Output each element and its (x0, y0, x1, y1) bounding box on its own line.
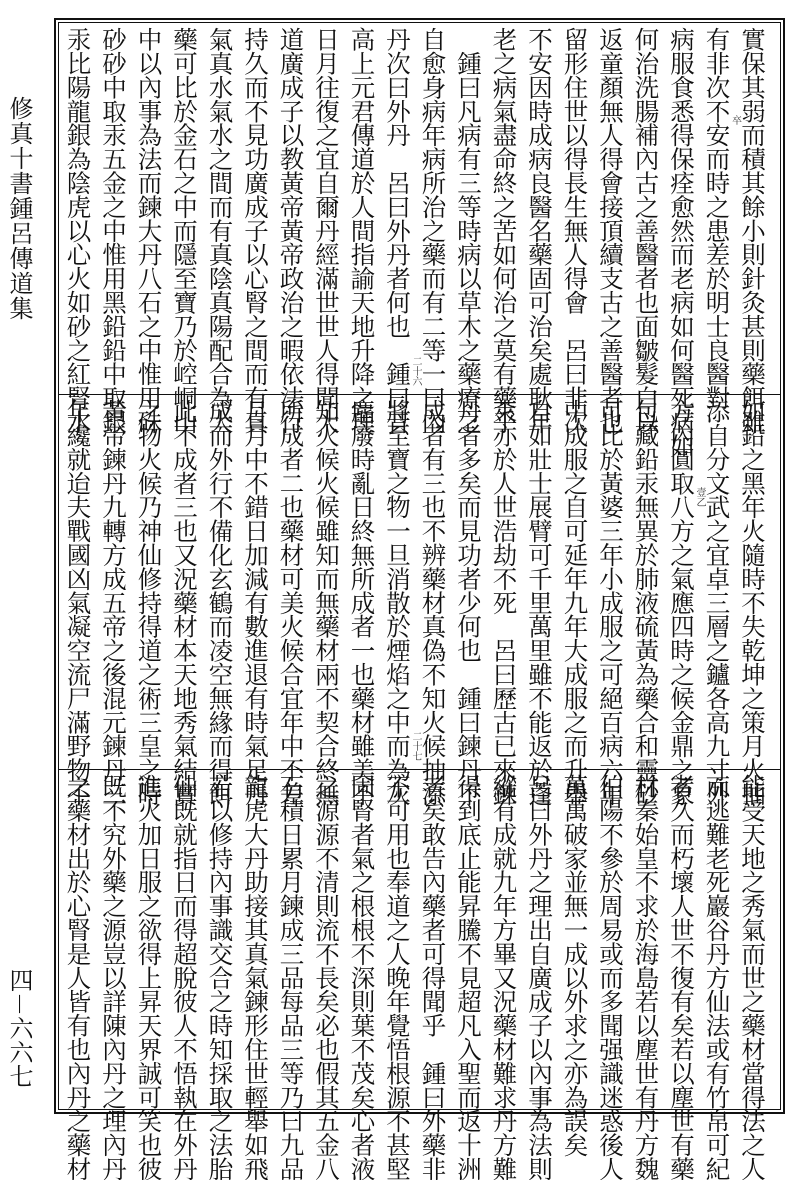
leaf-mark: 壹乙 (694, 487, 705, 507)
text-column: 成而外行不備化玄鶴而凌空無緣而得餌 (205, 399, 235, 806)
text-column: 若以修持內事識交合之時知採取之法胎 (205, 774, 235, 1180)
text-column: 汞比陽龍銀為陰虎以心火如砂之紅腎水 (63, 27, 93, 434)
text-column: 年纔就迨夫戰國凶氣凝空流尸滿野物不 (63, 399, 93, 806)
text-column: 塵廢時亂日終無所成者一也藥材雖美不 (347, 399, 377, 806)
text-column: 固腎者氣之根根不深則葉不茂矣心者液 (347, 774, 377, 1180)
text-column: 知火候火候雖知而無藥材兩不契合終無 (312, 399, 341, 806)
text-column: 材秦始皇不求於海島若以塵世有丹方魏 (631, 774, 661, 1180)
leaf-mark: 二十七 (410, 731, 421, 761)
text-column: 自如壯士展臂可千里萬里雖不能返於蓬 (525, 399, 554, 806)
text-column: 之源源不清則流不長矣必也假其五金八 (312, 774, 341, 1180)
text-panel-bottom (59, 770, 780, 1180)
text-column: 仙既就指日而得超脫彼人不悟執在外丹 (170, 774, 199, 1180)
text-column: 老之病氣盡命終之苦如何治之莫有藥乎 (489, 27, 519, 434)
text-column: 丹者多矣而見功者少何也 鍾曰鍊丹不 (454, 399, 483, 806)
column-group (60, 27, 770, 458)
text-column: 得到底止能昇騰不見超凡入聖而返十洲 (454, 774, 483, 1180)
text-column: 高上元君傳道於人間指諭天地升降之理 (347, 27, 377, 434)
text-column: 自愈身病年病所治之藥而有二等一曰內 (418, 27, 448, 434)
text-column: 添自分文武之宜卓三層之鑪各高九寸外 (702, 399, 732, 806)
text-column: 縱有成就九年方畢又況藥材難求丹方難 (489, 774, 519, 1180)
text-panel-middle (59, 395, 780, 806)
text-column: 持久而不見功廣成子以心腎之間而有真 (241, 27, 270, 434)
column-group (60, 774, 770, 1180)
text-column: 如鉛之黑年火隨時不失乾坤之策月火抽 (738, 399, 767, 806)
text-column: 者矣敢告內藥者可得聞乎 鍾曰外藥非 (418, 774, 448, 1180)
text-column: 何治洗腸補內古之善醫者也面皺髮白以 (631, 27, 661, 434)
text-column: 黃帝鍊丹九轉方成五帝之後混元鍊丹三 (99, 399, 128, 806)
text-column: 能受天地之秀氣而世之藥材當得法之人 (738, 774, 767, 1180)
text-column: 之物火候乃神仙修持得道之術三皇之時 (134, 399, 164, 806)
text-column: 而逃難老死巖谷丹方仙法或有竹帛可紀 (702, 774, 732, 1180)
leaf-mark: 二十六 (410, 356, 421, 386)
text-column: 返童顏無人得會接頂續支古之善醫者也 (596, 27, 625, 434)
text-column: 丹次曰外丹 呂曰外丹者何也 鍾曰昔 (383, 27, 412, 434)
text-column: 萬萬破家並無一成以外求之亦為誤矣 (560, 774, 590, 1157)
text-column: 實保其弱而積其餘小則針灸甚則藥餌雖 (738, 27, 767, 434)
text-column: 包藏鉛汞無異於肺液硫黃為藥合和靈砂 (631, 399, 661, 806)
text-column: 龍虎大丹助接其真氣鍊形住世輕舉如飛 (241, 774, 270, 1180)
text-column: 成者有三也不辨藥材真偽不知火候抽添 (418, 399, 448, 806)
text-column: 病服食悉得保痊愈然而老病如何醫死病如 (667, 27, 696, 458)
leaf-mark: 卒 (729, 115, 741, 125)
text-column: 道廣成子以教黃帝黃帝政治之暇依法行 (276, 27, 306, 434)
text-column: 所成者二也藥材可美火候合宜年中不差 (276, 399, 306, 806)
column-group (60, 399, 770, 806)
page-number: 四－六六七 (5, 968, 33, 1088)
text-column: 將至寶之物一旦消散於煙焰之中而為灰 (383, 399, 412, 806)
text-column: 可比於黃婆三年小成服之可絕百病六年 (596, 399, 625, 806)
text-column: 留形住世以得長生無人得會 呂曰非次 (560, 27, 590, 434)
text-column: 砂砂中取汞五金之中惟用黑鉛鉛中取銀 (99, 27, 128, 434)
text-column: 氣真水氣水之間而有真陰真陽配合為大 (205, 27, 235, 434)
text-column: 有非次不安而時之患差於明士良醫對 (702, 27, 732, 410)
text-column: 此不成者三也又況藥材本天地秀氣結實 (170, 399, 199, 806)
text-column: 萊亦於人世浩劫不死 呂曰歷古已來鍊 (489, 399, 519, 806)
text-column: 方內圓取八方之氣應四時之候金鼎之象 (667, 399, 696, 806)
text-column: 之藥材出於心腎是人皆有也內丹之藥材 (63, 774, 93, 1180)
text-column: 伯陽不參於周易或而多聞强識迷惑後人 (596, 774, 625, 1180)
text-column: 不安因時成病良醫名藥固可治矣處耿年 (525, 27, 554, 434)
book-title: 修真十書鍾呂傳道集 (5, 96, 33, 321)
text-column: 藥可比於金石之中而隱至寶乃於崆峒山 (170, 27, 199, 434)
text-column: 呂曰外丹之理出自廣成子以內事為法則 (525, 774, 554, 1180)
text-panel-top (59, 23, 780, 458)
text-column: 日月往復之宜自爾丹經滿世世人得聞大 (312, 27, 341, 434)
text-column: 鍾曰凡病有三等時病以草木之藥療之 (454, 27, 483, 434)
text-column: 中成服之自可延年九年大成服之而升舉 (560, 399, 590, 806)
text-column: 石積日累月鍊成三品每品三等乃曰九品 (276, 774, 306, 1180)
text-column: 者久而朽壞人世不復有矣若以塵世有藥 (667, 774, 696, 1180)
text-column: 月月中不錯日加減有數進退有時氣足丹 (241, 399, 270, 806)
text-column: 不可用也奉道之人晚年覺悟根源不甚堅 (383, 774, 412, 1180)
text-column: 既不究外藥之源豈以詳陳內丹之理內丹 (99, 774, 128, 1180)
text-column: 中以內事為法而鍊大丹八石之中惟用硃 (134, 27, 164, 434)
text-column: 進火加日服之欲得上昇天界誠可笑也彼 (134, 774, 164, 1180)
page-frame (54, 18, 785, 1180)
